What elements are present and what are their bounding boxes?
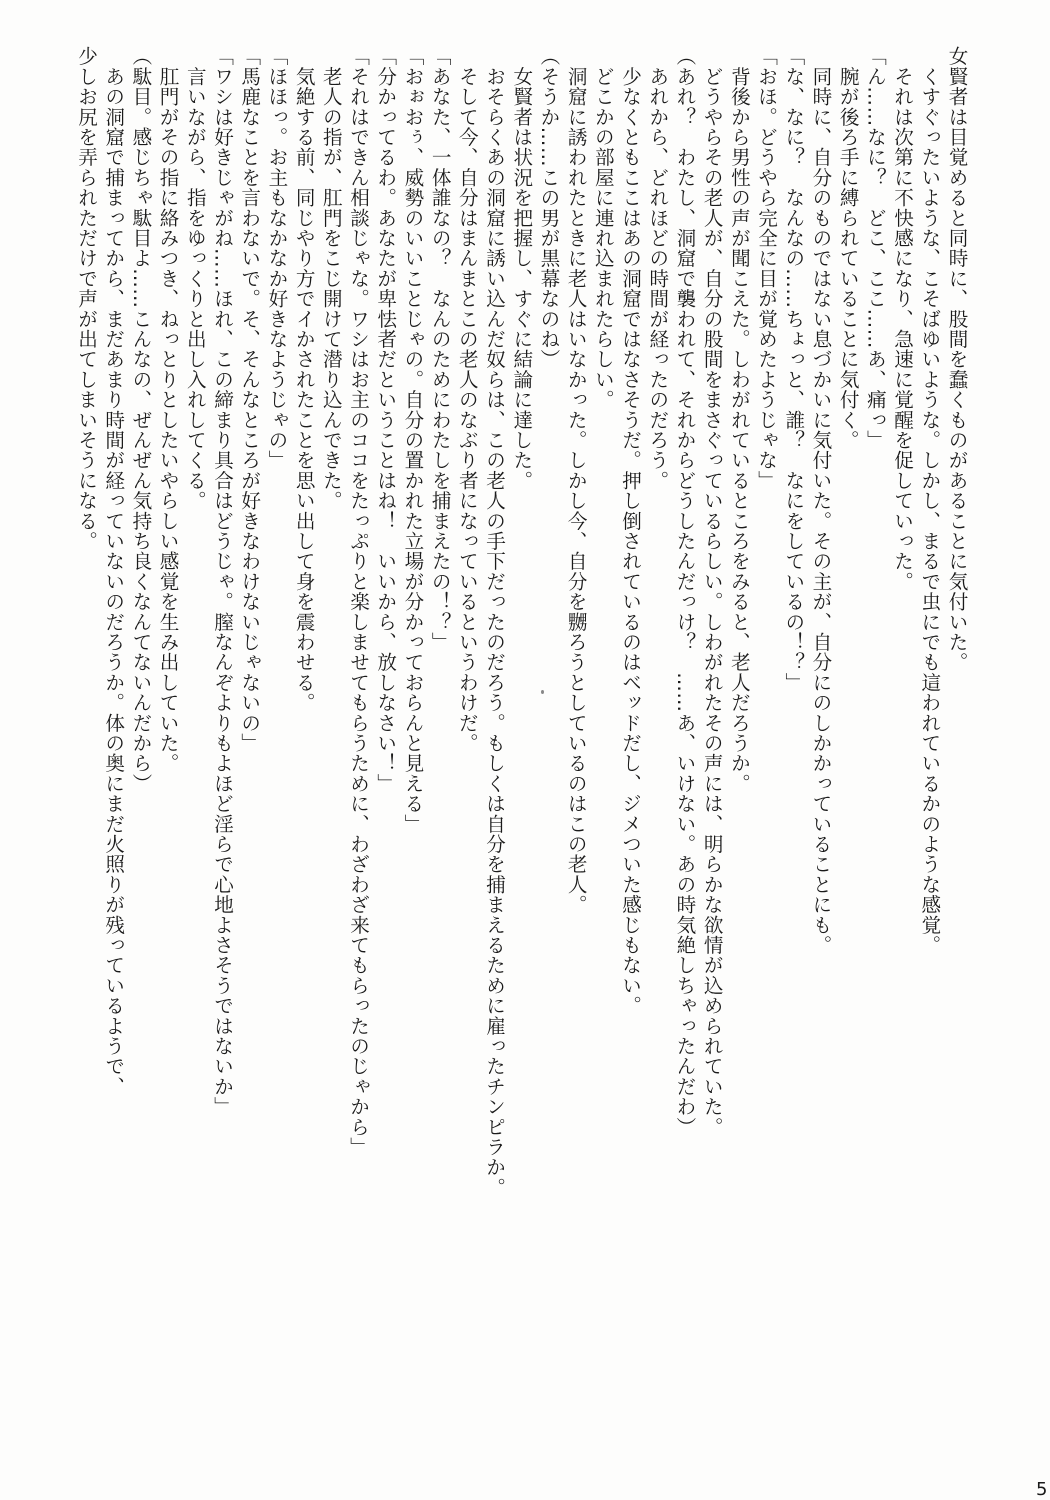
text-line: 腕が後ろ手に縛られていることに気付く。: [836, 46, 860, 450]
text-line: おそらくあの洞窟に誘い込んだ奴らは、この老人の手下だったのだろう。もしくは自分を捕まえるために雇ったチンピラか。: [482, 46, 506, 1198]
text-line: 肛門がその指に絡みつき、ねっとりとしたいやらしい感覚を生み出していた。: [156, 46, 180, 774]
text-line: 「な、なに？ なんなの……ちょっと、誰？ なにをしているの！？」: [781, 46, 805, 693]
text-line: 「分かってるわ。あなたが卑怯者だということはね！ いいから、放しなさい！」: [373, 46, 397, 794]
text-line: そして今、自分はまんまとこの老人のなぶり者になっているというわけだ。: [455, 46, 479, 753]
text-line: どうやらその老人が、自分の股間をまさぐっているらしい。しわがれたその声には、明らかな欲情が込められていた。: [700, 46, 724, 1137]
text-line: あれから、どれほどの時間が経ったのだろう。: [645, 46, 669, 491]
text-line: それは次第に不快感になり、急速に覚醒を促していった。: [890, 46, 914, 592]
text-line: どこかの部屋に連れ込まれたらしい。: [591, 46, 615, 410]
text-line: 少なくともここはあの洞窟ではなさそうだ。押し倒されているのはベッドだし、ジメついた感じもない。: [618, 46, 642, 1016]
text-line: 「ワシは好きじゃがね……ほれ、この締まり具合はどうじゃ。膣なんぞよりもよほど淫らで心地よさそうではないか」: [210, 46, 234, 1117]
text-line: 「ん……なに？ どこ、ここ……あ、痛っ」: [863, 46, 887, 450]
text-line: 「おぉおぅ、威勢のいいことじゃの。自分の置かれた立場が分かっておらんと見える」: [400, 46, 424, 834]
text-line: くすぐったいような、こそばゆいような。しかし、まるで虫にでも這われているかのような感覚。: [917, 46, 941, 955]
text-line: 言いながら、指をゆっくりと出し入れしてくる。: [183, 46, 207, 511]
text-line: 「それはできん相談じゃな。ワシはお主のココをたっぷりと楽しませてもらうために、わざわざ来てもらったのじゃから」: [346, 46, 370, 1157]
text-line: 「あなた、一体誰なの？ なんのためにわたしを捕まえたの！？」: [428, 46, 452, 652]
text-line: 同時に、自分のものではない息づかいに気付いた。その主が、自分にのしかかっていることにも。: [808, 46, 832, 955]
text-line: 「ほほっ。お主もなかなか好きなようじゃの」: [264, 46, 288, 471]
text-line: 女賢者は目覚めると同時に、股間を蠢くものがあることに気付いた。: [945, 46, 968, 673]
text-line: （駄目。感じちゃ駄目よ……こんなの、ぜんぜん気持ち良くなんてないんだから）: [128, 46, 152, 794]
text-line: 気絶する前、同じやり方でイかされたことを思い出して身を震わせる。: [292, 46, 316, 713]
vertical-text-body: [72, 46, 970, 1406]
text-line: 「馬鹿なことを言わないで。そ、そんなところが好きなわけないじゃないの」: [237, 46, 261, 753]
text-line: 洞窟に誘われたときに老人はいなかった。しかし今、自分を嬲ろうとしているのはこの老人。: [564, 46, 588, 915]
text-line: 女賢者は状況を把握し、すぐに結論に達した。: [509, 46, 533, 491]
paper-speck: [541, 690, 544, 694]
page-number: 5: [1036, 1479, 1048, 1500]
text-line: あの洞窟で捕まってから、まだあまり時間が経っていないのだろうか。体の奥にまだ火照りが残っているようで、: [101, 46, 125, 1097]
text-line: （そうか……この男が黒幕なのね）: [536, 46, 560, 370]
text-line: 背後から男性の声が聞こえた。しわがれているところをみると、老人だろうか。: [727, 46, 751, 794]
text-line: 少しお尻を弄られただけで声が出てしまいそうになる。: [74, 46, 98, 551]
text-line: （あれ？ わたし、洞窟で襲われて、それからどうしたんだっけ？ ……あ、いけない。あの時気絶しちゃったんだわ）: [672, 46, 696, 1137]
text-line: 「おほ。どうやら完全に目が覚めたようじゃな」: [754, 46, 778, 491]
text-line: 老人の指が、肛門をこじ開けて潜り込んできた。: [319, 46, 343, 511]
